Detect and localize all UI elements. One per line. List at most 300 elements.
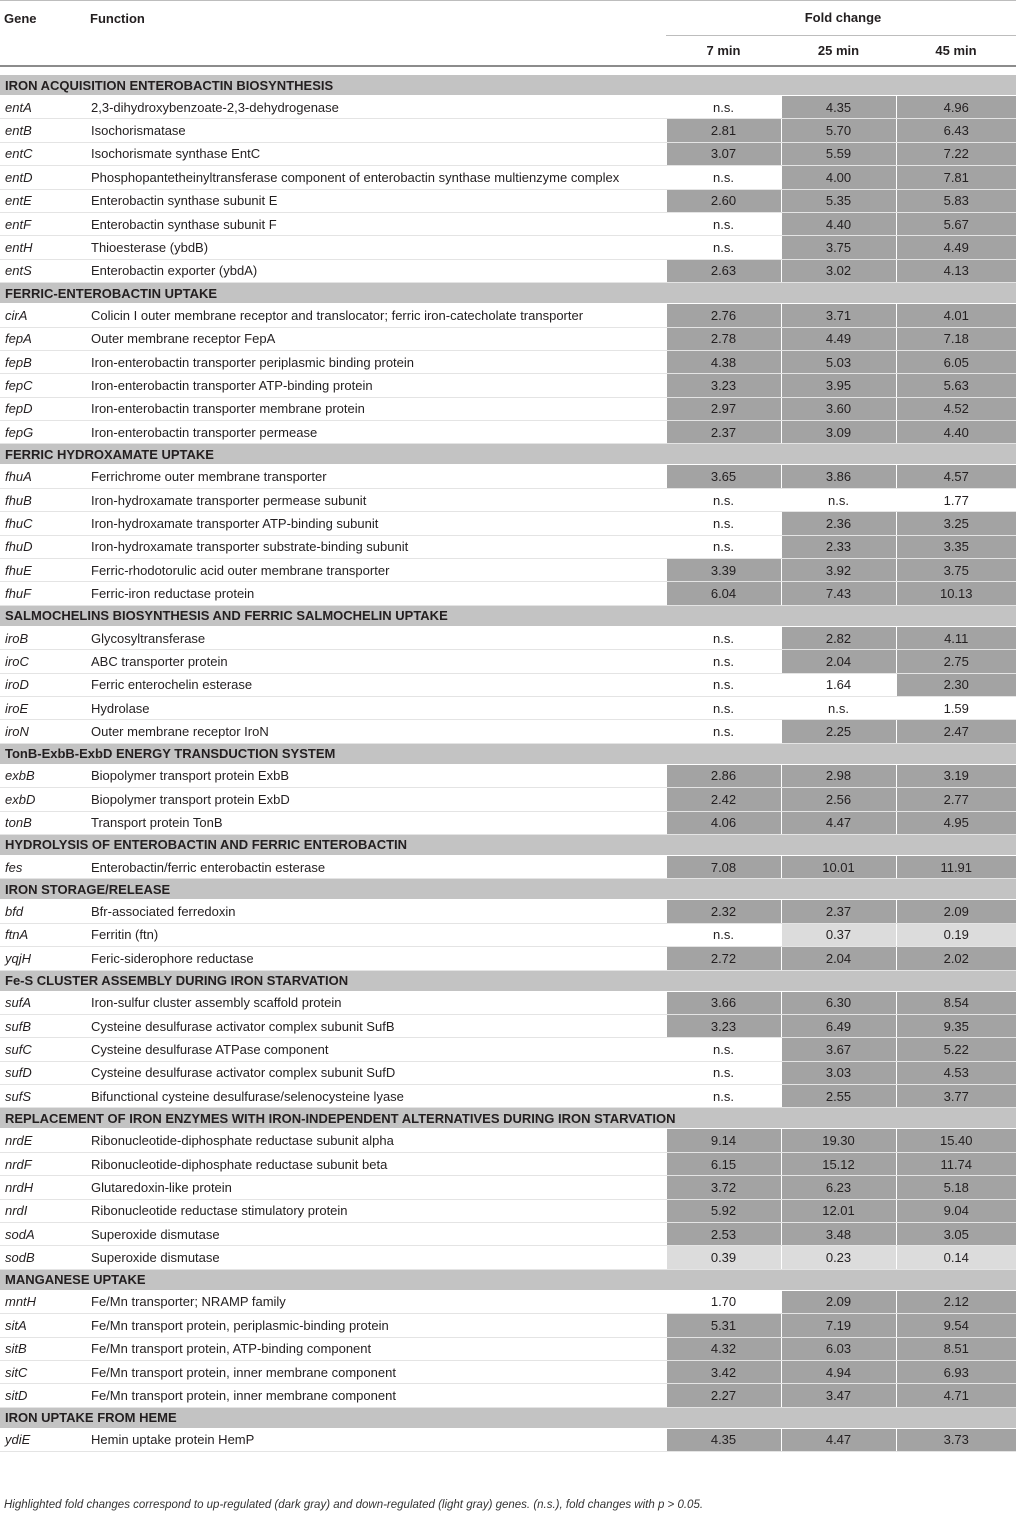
fold-change-cell: 6.49 xyxy=(781,1014,896,1037)
gene-cell: iroD xyxy=(0,673,86,696)
section-title: TonB-ExbB-ExbD ENERGY TRANSDUCTION SYSTEM xyxy=(0,743,1016,764)
function-cell: Outer membrane receptor IroN xyxy=(86,720,666,743)
fold-change-cell: 2.72 xyxy=(666,947,781,970)
function-cell: Iron-enterobactin transporter membrane protein xyxy=(86,397,666,420)
fold-change-cell: 5.70 xyxy=(781,119,896,142)
table-row xyxy=(0,304,1016,327)
section-header-row xyxy=(0,834,1016,855)
fold-change-cell: 2.56 xyxy=(781,788,896,811)
gene-cell: fepG xyxy=(0,421,86,444)
fold-change-cell: n.s. xyxy=(781,696,896,719)
fold-change-cell: 19.30 xyxy=(781,1129,896,1152)
fold-change-cell: 10.01 xyxy=(781,855,896,878)
function-cell: Cysteine desulfurase activator complex subunit SufD xyxy=(86,1061,666,1084)
gene-cell: fepA xyxy=(0,327,86,350)
fold-change-cell: 2.32 xyxy=(666,900,781,923)
gene-cell: iroN xyxy=(0,720,86,743)
fold-change-cell: 6.15 xyxy=(666,1152,781,1175)
fold-change-cell: 4.13 xyxy=(896,259,1016,282)
fold-change-cell: 0.37 xyxy=(781,923,896,946)
section-header-row xyxy=(0,1407,1016,1428)
table-row xyxy=(0,923,1016,946)
fold-change-cell: 2.09 xyxy=(781,1290,896,1313)
function-cell: Superoxide dismutase xyxy=(86,1246,666,1269)
fold-change-header: Fold change xyxy=(666,1,1016,35)
gene-cell: fhuE xyxy=(0,559,86,582)
gene-cell: sodA xyxy=(0,1223,86,1246)
table-row xyxy=(0,397,1016,420)
gene-cell: fhuF xyxy=(0,582,86,605)
fold-change-cell: 6.05 xyxy=(896,350,1016,373)
section-header-row xyxy=(0,444,1016,465)
fold-change-cell: 5.18 xyxy=(896,1176,1016,1199)
table-row xyxy=(0,811,1016,834)
fold-change-cell: 3.07 xyxy=(666,142,781,165)
gene-cell: nrdH xyxy=(0,1176,86,1199)
section-title: REPLACEMENT OF IRON ENZYMES WITH IRON-INDEPENDENT ALTERNATIVES DURING IRON STARVATION xyxy=(0,1108,1016,1129)
table-row xyxy=(0,1038,1016,1061)
fold-change-cell: 5.03 xyxy=(781,350,896,373)
gene-cell: mntH xyxy=(0,1290,86,1313)
fold-change-cell: n.s. xyxy=(666,696,781,719)
table-row xyxy=(0,1152,1016,1175)
table-row xyxy=(0,465,1016,488)
fold-change-cell: 1.70 xyxy=(666,1290,781,1313)
function-cell: Hydrolase xyxy=(86,696,666,719)
section-header-row xyxy=(0,1269,1016,1290)
fold-change-cell: 4.35 xyxy=(781,96,896,119)
table-row xyxy=(0,991,1016,1014)
function-cell: Iron-enterobactin transporter permease xyxy=(86,421,666,444)
fold-change-cell: 3.48 xyxy=(781,1223,896,1246)
fold-change-cell: 2.25 xyxy=(781,720,896,743)
fold-change-cell: n.s. xyxy=(666,166,781,189)
fold-change-cell: 4.57 xyxy=(896,465,1016,488)
fold-change-cell: 9.35 xyxy=(896,1014,1016,1037)
function-cell: Enterobactin exporter (ybdA) xyxy=(86,259,666,282)
gene-cell: iroC xyxy=(0,650,86,673)
fold-change-cell: 8.54 xyxy=(896,991,1016,1014)
function-cell: Bifunctional cysteine desulfurase/selenocysteine lyase xyxy=(86,1085,666,1108)
table-row xyxy=(0,327,1016,350)
fold-change-cell: 3.39 xyxy=(666,559,781,582)
function-cell: Biopolymer transport protein ExbB xyxy=(86,764,666,787)
table-row xyxy=(0,1314,1016,1337)
fold-change-cell: 3.35 xyxy=(896,535,1016,558)
table-body xyxy=(0,75,1016,1452)
fold-change-cell: 3.72 xyxy=(666,1176,781,1199)
fold-change-cell: 3.23 xyxy=(666,1014,781,1037)
function-cell: Fe/Mn transport protein, inner membrane component xyxy=(86,1360,666,1383)
fold-change-cell: 4.94 xyxy=(781,1360,896,1383)
gene-cell: iroB xyxy=(0,626,86,649)
fold-change-cell: 2.42 xyxy=(666,788,781,811)
function-cell: Enterobactin synthase subunit F xyxy=(86,212,666,235)
table-row xyxy=(0,350,1016,373)
section-title: IRON UPTAKE FROM HEME xyxy=(0,1407,1016,1428)
fold-change-cell: 2.30 xyxy=(896,673,1016,696)
fold-change-cell: 2.77 xyxy=(896,788,1016,811)
fold-change-cell: 4.40 xyxy=(896,421,1016,444)
fold-change-cell: n.s. xyxy=(666,96,781,119)
fold-change-cell: 2.76 xyxy=(666,304,781,327)
function-cell: Fe/Mn transporter; NRAMP family xyxy=(86,1290,666,1313)
function-cell: Iron-sulfur cluster assembly scaffold protein xyxy=(86,991,666,1014)
fold-change-cell: 2.81 xyxy=(666,119,781,142)
fold-change-cell: 3.42 xyxy=(666,1360,781,1383)
fold-change-cell: 5.67 xyxy=(896,212,1016,235)
fold-change-cell: 7.08 xyxy=(666,855,781,878)
fold-change-cell: 2.04 xyxy=(781,947,896,970)
fold-change-cell: 9.14 xyxy=(666,1129,781,1152)
fold-change-cell: 3.95 xyxy=(781,374,896,397)
fold-change-cell: 4.38 xyxy=(666,350,781,373)
fold-change-cell: 4.52 xyxy=(896,397,1016,420)
table-row xyxy=(0,626,1016,649)
section-title: Fe-S CLUSTER ASSEMBLY DURING IRON STARVATION xyxy=(0,970,1016,991)
section-title: HYDROLYSIS OF ENTEROBACTIN AND FERRIC ENTEROBACTIN xyxy=(0,834,1016,855)
table-row xyxy=(0,535,1016,558)
fold-change-cell: 2.12 xyxy=(896,1290,1016,1313)
gene-cell: sitD xyxy=(0,1384,86,1407)
table-row xyxy=(0,720,1016,743)
gene-cell: sitC xyxy=(0,1360,86,1383)
gene-cell: ydiE xyxy=(0,1428,86,1451)
fold-change-cell: 2.86 xyxy=(666,764,781,787)
fold-change-cell: n.s. xyxy=(666,673,781,696)
table-row xyxy=(0,1290,1016,1313)
table-row xyxy=(0,900,1016,923)
function-cell: Cysteine desulfurase activator complex subunit SufB xyxy=(86,1014,666,1037)
table-row xyxy=(0,142,1016,165)
fold-change-cell: 4.35 xyxy=(666,1428,781,1451)
fold-change-cell: 5.31 xyxy=(666,1314,781,1337)
fold-change-cell: 5.92 xyxy=(666,1199,781,1222)
table-row xyxy=(0,1199,1016,1222)
fold-change-cell: n.s. xyxy=(666,1038,781,1061)
fold-change-cell: 5.83 xyxy=(896,189,1016,212)
function-cell: Biopolymer transport protein ExbD xyxy=(86,788,666,811)
time-header-25min: 25 min xyxy=(817,42,860,58)
fold-change-cell: 4.71 xyxy=(896,1384,1016,1407)
fold-change-cell: 7.43 xyxy=(781,582,896,605)
table-row xyxy=(0,1223,1016,1246)
fold-change-cell: 5.59 xyxy=(781,142,896,165)
fold-change-cell: 0.19 xyxy=(896,923,1016,946)
function-cell: Hemin uptake protein HemP xyxy=(86,1428,666,1451)
section-header-row xyxy=(0,743,1016,764)
gene-cell: entC xyxy=(0,142,86,165)
fold-change-cell: 11.91 xyxy=(896,855,1016,878)
fold-change-cell: 3.66 xyxy=(666,991,781,1014)
fold-change-cell: 1.59 xyxy=(896,696,1016,719)
fold-change-cell: n.s. xyxy=(666,1085,781,1108)
function-cell: Outer membrane receptor FepA xyxy=(86,327,666,350)
table-row xyxy=(0,696,1016,719)
fold-change-cell: 2.04 xyxy=(781,650,896,673)
fold-change-cell: 3.71 xyxy=(781,304,896,327)
function-cell: 2,3-dihydroxybenzoate-2,3-dehydrogenase xyxy=(86,96,666,119)
table-row xyxy=(0,166,1016,189)
gene-cell: ftnA xyxy=(0,923,86,946)
fold-change-cell: 3.60 xyxy=(781,397,896,420)
gene-cell: sufC xyxy=(0,1038,86,1061)
table-footnote: Highlighted fold changes correspond to up-regulated (dark gray) and down-regulated (light gray) genes. (n.s.), fold changes with p > 0.05. xyxy=(4,1499,704,1511)
table-row xyxy=(0,1360,1016,1383)
function-cell: Phosphopantetheinyltransferase component of enterobactin synthase multienzyme complex xyxy=(86,166,666,189)
table-row xyxy=(0,96,1016,119)
function-cell: Ribonucleotide reductase stimulatory protein xyxy=(86,1199,666,1222)
fold-change-cell: 2.02 xyxy=(896,947,1016,970)
fold-change-cell: 2.55 xyxy=(781,1085,896,1108)
table-row xyxy=(0,189,1016,212)
fold-change-cell: 7.18 xyxy=(896,327,1016,350)
fold-change-cell: 0.14 xyxy=(896,1246,1016,1269)
fold-change-cell: n.s. xyxy=(666,650,781,673)
fold-change-cell: 4.06 xyxy=(666,811,781,834)
fold-change-cell: 5.63 xyxy=(896,374,1016,397)
gene-cell: sitA xyxy=(0,1314,86,1337)
function-cell: Fe/Mn transport protein, periplasmic-binding protein xyxy=(86,1314,666,1337)
function-cell: Transport protein TonB xyxy=(86,811,666,834)
gene-cell: entE xyxy=(0,189,86,212)
gene-cell: fepB xyxy=(0,350,86,373)
function-cell: Glycosyltransferase xyxy=(86,626,666,649)
gene-cell: sufD xyxy=(0,1061,86,1084)
gene-cell: sitB xyxy=(0,1337,86,1360)
fold-change-cell: n.s. xyxy=(666,535,781,558)
fold-change-cell: 2.09 xyxy=(896,900,1016,923)
fold-change-cell: 8.51 xyxy=(896,1337,1016,1360)
fold-change-cell: 3.77 xyxy=(896,1085,1016,1108)
fold-change-cell: 6.23 xyxy=(781,1176,896,1199)
function-cell: Cysteine desulfurase ATPase component xyxy=(86,1038,666,1061)
fold-change-cell: 4.49 xyxy=(896,236,1016,259)
fold-change-cell: n.s. xyxy=(666,236,781,259)
section-header-row xyxy=(0,970,1016,991)
function-cell: Thioesterase (ybdB) xyxy=(86,236,666,259)
fold-change-cell: 2.27 xyxy=(666,1384,781,1407)
fold-change-cell: 6.03 xyxy=(781,1337,896,1360)
function-cell: Fe/Mn transport protein, inner membrane component xyxy=(86,1384,666,1407)
section-header-row xyxy=(0,879,1016,900)
fold-change-cell: 2.36 xyxy=(781,512,896,535)
fold-change-cell: 2.37 xyxy=(666,421,781,444)
fold-change-cell: 3.67 xyxy=(781,1038,896,1061)
fold-change-cell: 2.98 xyxy=(781,764,896,787)
function-cell: Ribonucleotide-diphosphate reductase subunit alpha xyxy=(86,1129,666,1152)
fold-change-cell: 2.63 xyxy=(666,259,781,282)
function-cell: Ferritin (ftn) xyxy=(86,923,666,946)
fold-change-cell: 7.19 xyxy=(781,1314,896,1337)
table-row xyxy=(0,1246,1016,1269)
fold-change-cell: 7.22 xyxy=(896,142,1016,165)
section-header-row xyxy=(0,75,1016,96)
gene-cell: sodB xyxy=(0,1246,86,1269)
fold-change-cell: 4.00 xyxy=(781,166,896,189)
gene-cell: fhuB xyxy=(0,488,86,511)
fold-change-cell: 3.47 xyxy=(781,1384,896,1407)
function-cell: Bfr-associated ferredoxin xyxy=(86,900,666,923)
gene-cell: fhuD xyxy=(0,535,86,558)
fold-change-cell: n.s. xyxy=(666,488,781,511)
function-cell: Superoxide dismutase xyxy=(86,1223,666,1246)
table-row xyxy=(0,764,1016,787)
gene-cell: yqjH xyxy=(0,947,86,970)
gene-cell: exbB xyxy=(0,764,86,787)
table-row xyxy=(0,119,1016,142)
gene-cell: fepD xyxy=(0,397,86,420)
fold-change-cell: 4.01 xyxy=(896,304,1016,327)
fold-change-cell: 7.81 xyxy=(896,166,1016,189)
function-cell: Enterobactin synthase subunit E xyxy=(86,189,666,212)
fold-change-cell: 3.75 xyxy=(781,236,896,259)
fold-change-cell: 5.35 xyxy=(781,189,896,212)
section-title: IRON ACQUISITION ENTEROBACTIN BIOSYNTHESIS xyxy=(0,75,1016,96)
table-row xyxy=(0,1061,1016,1084)
function-cell: Colicin I outer membrane receptor and translocator; ferric iron-catecholate transporter xyxy=(86,304,666,327)
gene-cell: tonB xyxy=(0,811,86,834)
table-row xyxy=(0,259,1016,282)
fold-change-cell: 5.22 xyxy=(896,1038,1016,1061)
gene-cell: sufA xyxy=(0,991,86,1014)
gene-cell: entA xyxy=(0,96,86,119)
function-cell: Isochorismatase xyxy=(86,119,666,142)
table-row xyxy=(0,1176,1016,1199)
section-header-row xyxy=(0,1108,1016,1129)
fold-change-cell: 2.78 xyxy=(666,327,781,350)
table-row xyxy=(0,650,1016,673)
gene-cell: fes xyxy=(0,855,86,878)
gene-cell: sufS xyxy=(0,1085,86,1108)
fold-change-cell: 4.49 xyxy=(781,327,896,350)
fold-change-cell: n.s. xyxy=(666,923,781,946)
fold-change-cell: 3.09 xyxy=(781,421,896,444)
fold-change-cell: 9.04 xyxy=(896,1199,1016,1222)
section-title: IRON STORAGE/RELEASE xyxy=(0,879,1016,900)
fold-change-cell: n.s. xyxy=(781,488,896,511)
gene-cell: fhuC xyxy=(0,512,86,535)
fold-change-cell: 6.43 xyxy=(896,119,1016,142)
fold-change-cell: 3.03 xyxy=(781,1061,896,1084)
fold-change-cell: n.s. xyxy=(666,1061,781,1084)
fold-change-cell: 2.37 xyxy=(781,900,896,923)
section-header-row xyxy=(0,605,1016,626)
table-row xyxy=(0,1337,1016,1360)
function-cell: Glutaredoxin-like protein xyxy=(86,1176,666,1199)
fold-change-cell: 10.13 xyxy=(896,582,1016,605)
fold-change-cell: 4.53 xyxy=(896,1061,1016,1084)
fold-change-cell: 3.73 xyxy=(896,1428,1016,1451)
table-row xyxy=(0,1428,1016,1451)
gene-cell: nrdE xyxy=(0,1129,86,1152)
fold-change-cell: n.s. xyxy=(666,626,781,649)
fold-change-cell: 15.12 xyxy=(781,1152,896,1175)
gene-cell: nrdF xyxy=(0,1152,86,1175)
gene-cell: exbD xyxy=(0,788,86,811)
fold-change-cell: 1.64 xyxy=(781,673,896,696)
fold-change-cell: 3.02 xyxy=(781,259,896,282)
fold-change-cell: 3.86 xyxy=(781,465,896,488)
fold-change-cell: 3.92 xyxy=(781,559,896,582)
section-title: MANGANESE UPTAKE xyxy=(0,1269,1016,1290)
function-cell: ABC transporter protein xyxy=(86,650,666,673)
section-title: FERRIC HYDROXAMATE UPTAKE xyxy=(0,444,1016,465)
gene-cell: iroE xyxy=(0,696,86,719)
function-cell: Ferric-rhodotorulic acid outer membrane transporter xyxy=(86,559,666,582)
fold-change-cell: 3.23 xyxy=(666,374,781,397)
gene-cell: entD xyxy=(0,166,86,189)
section-title: FERRIC-ENTEROBACTIN UPTAKE xyxy=(0,283,1016,304)
table-row xyxy=(0,512,1016,535)
gene-column-header: Gene xyxy=(4,11,37,26)
gene-cell: fhuA xyxy=(0,465,86,488)
gene-cell: fepC xyxy=(0,374,86,397)
fold-change-cell: 4.47 xyxy=(781,1428,896,1451)
table-row xyxy=(0,236,1016,259)
fold-change-cell: 3.75 xyxy=(896,559,1016,582)
table-row xyxy=(0,212,1016,235)
fold-change-cell: 3.05 xyxy=(896,1223,1016,1246)
fold-change-cell: 2.75 xyxy=(896,650,1016,673)
section-header-row xyxy=(0,283,1016,304)
function-cell: Ferric enterochelin esterase xyxy=(86,673,666,696)
table-header xyxy=(0,1,1016,75)
table-row xyxy=(0,488,1016,511)
fold-change-cell: 0.23 xyxy=(781,1246,896,1269)
gene-cell: entH xyxy=(0,236,86,259)
fold-change-cell: 2.33 xyxy=(781,535,896,558)
fold-change-cell: 4.40 xyxy=(781,212,896,235)
table-row xyxy=(0,559,1016,582)
function-cell: Iron-hydroxamate transporter permease subunit xyxy=(86,488,666,511)
table-row xyxy=(0,855,1016,878)
fold-change-cell: 4.96 xyxy=(896,96,1016,119)
function-cell: Ferric-iron reductase protein xyxy=(86,582,666,605)
fold-change-cell: 2.82 xyxy=(781,626,896,649)
function-cell: Ribonucleotide-diphosphate reductase subunit beta xyxy=(86,1152,666,1175)
table-row xyxy=(0,582,1016,605)
function-column-header: Function xyxy=(90,11,145,26)
fold-change-cell: 6.93 xyxy=(896,1360,1016,1383)
fold-change-cell: 4.95 xyxy=(896,811,1016,834)
function-cell: Isochorismate synthase EntC xyxy=(86,142,666,165)
section-title: SALMOCHELINS BIOSYNTHESIS AND FERRIC SALMOCHELIN UPTAKE xyxy=(0,605,1016,626)
fold-change-cell: n.s. xyxy=(666,512,781,535)
fold-change-cell: 0.39 xyxy=(666,1246,781,1269)
fold-change-cell: 3.25 xyxy=(896,512,1016,535)
table-row xyxy=(0,1129,1016,1152)
fold-change-cell: 2.97 xyxy=(666,397,781,420)
table-row xyxy=(0,947,1016,970)
fold-change-cell: 3.19 xyxy=(896,764,1016,787)
gene-cell: sufB xyxy=(0,1014,86,1037)
table-row xyxy=(0,673,1016,696)
function-cell: Iron-enterobactin transporter ATP-binding protein xyxy=(86,374,666,397)
fold-change-cell: 1.77 xyxy=(896,488,1016,511)
fold-change-cell: 2.53 xyxy=(666,1223,781,1246)
function-cell: Iron-hydroxamate transporter substrate-binding subunit xyxy=(86,535,666,558)
fold-change-cell: 12.01 xyxy=(781,1199,896,1222)
table-row xyxy=(0,1014,1016,1037)
fold-change-cell: 6.30 xyxy=(781,991,896,1014)
fold-change-cell: 3.65 xyxy=(666,465,781,488)
function-cell: Iron-hydroxamate transporter ATP-binding subunit xyxy=(86,512,666,535)
function-cell: Iron-enterobactin transporter periplasmic binding protein xyxy=(86,350,666,373)
table-row xyxy=(0,1085,1016,1108)
fold-change-cell: 4.47 xyxy=(781,811,896,834)
function-cell: Ferrichrome outer membrane transporter xyxy=(86,465,666,488)
